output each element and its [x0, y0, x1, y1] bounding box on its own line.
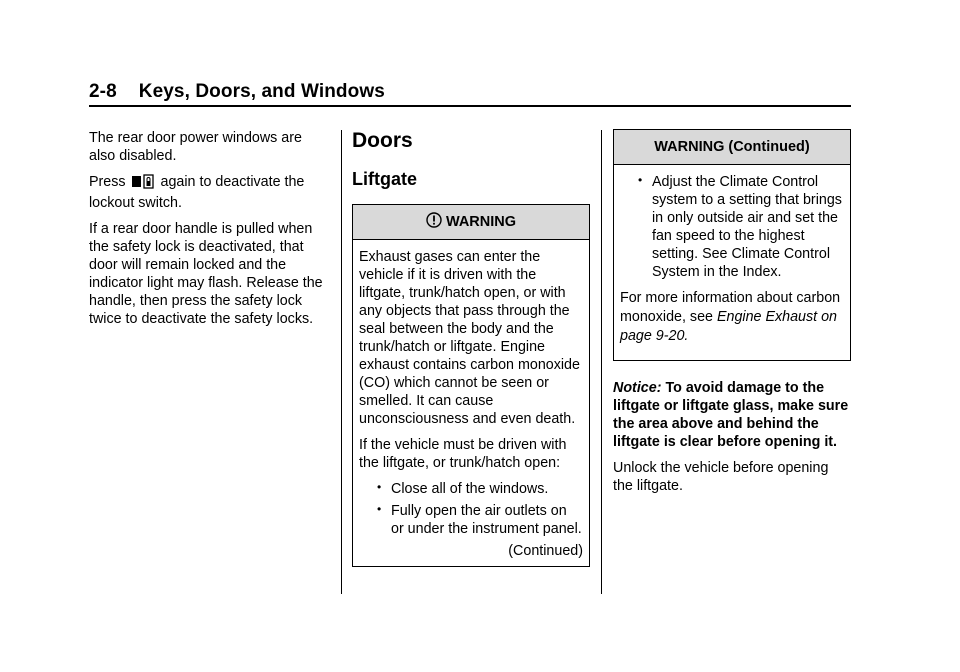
paragraph: If a rear door handle is pulled when the safety lock is deactivated, that door will remain locked and the indicator light may flash. Release the handle, then press the safety lock twice to deactivate the safety locks.: [89, 221, 323, 327]
warning-paragraph: Exhaust gases can enter the vehicle if it is driven with the liftgate, trunk/hatch open, or with any objects that pass through the seal between the body and the trunk/hatch or liftgate. Engine exhaust contains carbon monoxide (CO) which cannot be seen or smelled. It can cause unconsciousness and even death.: [359, 249, 580, 427]
warning-header: [353, 205, 589, 240]
column-divider-1: [341, 130, 342, 594]
header-rule: [89, 105, 851, 107]
more-info-paragraph: [620, 289, 844, 346]
warning-paragraph: If the vehicle must be driven with the liftgate, or trunk/hatch open:: [359, 437, 567, 471]
window-lockout-icon: [131, 173, 155, 194]
list-item: • Fully open the air outlets on or under the instrument panel.: [359, 502, 583, 538]
warning-box-continued: [613, 129, 851, 361]
continued-label: (Continued): [508, 543, 583, 559]
more-info-text: For more information about carbon monoxide, see: [620, 290, 841, 325]
notice-text: To avoid damage to the liftgate or liftgate glass, make sure the area above and behind the liftgate is clear before opening it.: [613, 380, 849, 450]
warning-icon: [426, 207, 442, 223]
warning-title: WARNING: [445, 214, 517, 230]
column-2: [352, 129, 590, 567]
column-3: [613, 129, 851, 503]
warning-header: WARNING (Continued): [614, 130, 850, 165]
more-info-period: .: [684, 328, 689, 344]
cross-reference-link[interactable]: Engine Exhaust on page 9-20: [620, 309, 838, 344]
list-item: • Adjust the Climate Control system to a setting that brings in only outside air and set the fan speed to the highest setting. See Climate Control System in the Index.: [620, 173, 844, 281]
section-title: Doors: [352, 129, 413, 152]
paragraph: Unlock the vehicle before opening the liftgate.: [613, 460, 829, 494]
warning-body: [614, 165, 850, 360]
list-item: • Close all of the windows.: [359, 480, 583, 498]
column-1: [89, 129, 329, 336]
notice-label: Notice:: [613, 380, 662, 396]
page-header: [89, 81, 385, 103]
warning-body: [353, 240, 589, 566]
paragraph: The rear door power windows are also disabled.: [89, 130, 302, 164]
chapter-title: Keys, Doors, and Windows: [138, 81, 385, 102]
subsection-title: Liftgate: [352, 169, 417, 189]
page-number: 2-8: [89, 81, 117, 102]
text-press-after: again to deactivate the lockout switch.: [89, 174, 305, 211]
notice-paragraph: [613, 379, 851, 451]
text-press: Press: [89, 174, 126, 190]
warning-box: [352, 204, 590, 567]
paragraph-press: [89, 173, 329, 212]
column-divider-2: [601, 130, 602, 594]
